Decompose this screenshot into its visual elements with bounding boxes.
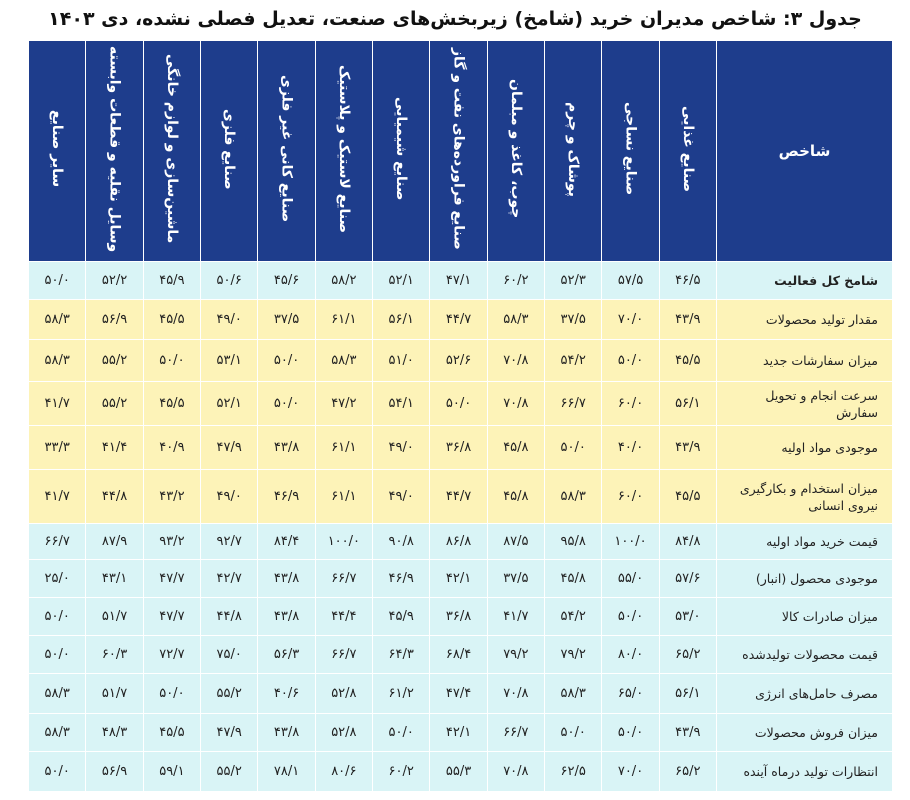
table-cell: ۴۳/۸ bbox=[258, 426, 315, 470]
table-cell: ۳۷/۵ bbox=[258, 300, 315, 340]
table-cell: ۴۳/۸ bbox=[258, 560, 315, 598]
table-cell: ۳۳/۳ bbox=[29, 426, 86, 470]
table-cell: ۶۲/۵ bbox=[545, 752, 602, 792]
table-cell: ۶۴/۳ bbox=[373, 636, 430, 674]
table-row bbox=[29, 714, 893, 752]
table-cell: ۵۵/۳ bbox=[430, 752, 487, 792]
pmi-table bbox=[28, 40, 893, 792]
table-cell: ۹۵/۸ bbox=[545, 524, 602, 560]
table-cell: ۷۹/۲ bbox=[487, 636, 544, 674]
table-cell: ۴۰/۶ bbox=[258, 674, 315, 714]
table-cell: ۴۶/۹ bbox=[258, 470, 315, 524]
table-cell: ۸۴/۴ bbox=[258, 524, 315, 560]
table-cell: ۵۸/۳ bbox=[487, 300, 544, 340]
table-cell: ۴۷/۷ bbox=[143, 598, 200, 636]
table-cell: ۵۰/۰ bbox=[258, 382, 315, 426]
table-cell: ۶۱/۱ bbox=[315, 426, 372, 470]
table-cell: ۴۵/۶ bbox=[258, 262, 315, 300]
table-row bbox=[29, 636, 893, 674]
column-header bbox=[487, 41, 544, 262]
table-cell: ۵۵/۲ bbox=[201, 674, 258, 714]
table-cell: ۴۰/۹ bbox=[143, 426, 200, 470]
table-cell: ۵۴/۲ bbox=[545, 340, 602, 382]
column-header-label: صنایع نساجی bbox=[622, 102, 639, 196]
table-cell: ۴۳/۲ bbox=[143, 470, 200, 524]
column-header bbox=[545, 41, 602, 262]
table-cell: ۲۵/۰ bbox=[29, 560, 86, 598]
table-cell: ۸۰/۶ bbox=[315, 752, 372, 792]
table-cell: ۴۹/۰ bbox=[201, 300, 258, 340]
table-cell: ۵۴/۲ bbox=[545, 598, 602, 636]
table-cell: ۱۰۰/۰ bbox=[315, 524, 372, 560]
table-cell: ۵۲/۸ bbox=[315, 674, 372, 714]
table-cell: ۶۰/۲ bbox=[487, 262, 544, 300]
table-cell: ۵۵/۰ bbox=[602, 560, 659, 598]
table-cell: ۵۱/۷ bbox=[86, 598, 143, 636]
row-label: موجودی محصول (انبار) bbox=[717, 560, 893, 598]
column-header bbox=[602, 41, 659, 262]
row-label: قیمت خرید مواد اولیه bbox=[717, 524, 893, 560]
table-cell: ۵۸/۳ bbox=[29, 340, 86, 382]
table-cell: ۶۱/۱ bbox=[315, 470, 372, 524]
table-cell: ۵۵/۲ bbox=[86, 340, 143, 382]
table-cell: ۵۷/۶ bbox=[659, 560, 716, 598]
table-cell: ۸۷/۹ bbox=[86, 524, 143, 560]
column-header bbox=[373, 41, 430, 262]
table-cell: ۴۵/۵ bbox=[659, 470, 716, 524]
column-header-label: صنایع شیمیایی bbox=[393, 97, 410, 201]
table-cell: ۳۷/۵ bbox=[545, 300, 602, 340]
row-label: سرعت انجام و تحویل سفارش bbox=[717, 382, 893, 426]
table-row bbox=[29, 470, 893, 524]
table-cell: ۶۰/۳ bbox=[86, 636, 143, 674]
table-cell: ۸۰/۰ bbox=[602, 636, 659, 674]
row-label: میزان صادرات کالا bbox=[717, 598, 893, 636]
table-cell: ۶۵/۲ bbox=[659, 636, 716, 674]
row-label: انتظارات تولید درماه آینده bbox=[717, 752, 893, 792]
column-header-label: سایر صنایع bbox=[49, 110, 66, 188]
table-cell: ۵۲/۸ bbox=[315, 714, 372, 752]
table-cell: ۴۹/۰ bbox=[373, 426, 430, 470]
table-row bbox=[29, 426, 893, 470]
table-row bbox=[29, 262, 893, 300]
column-header bbox=[430, 41, 487, 262]
table-cell: ۴۸/۳ bbox=[86, 714, 143, 752]
table-cell: ۴۹/۰ bbox=[201, 470, 258, 524]
table-cell: ۵۰/۰ bbox=[143, 340, 200, 382]
column-header-label: پوشاک و چرم bbox=[565, 101, 582, 197]
table-cell: ۵۷/۵ bbox=[602, 262, 659, 300]
table-cell: ۵۶/۱ bbox=[659, 674, 716, 714]
column-header bbox=[258, 41, 315, 262]
table-cell: ۴۳/۸ bbox=[258, 598, 315, 636]
column-header bbox=[29, 41, 86, 262]
column-header bbox=[201, 41, 258, 262]
table-cell: ۵۰/۰ bbox=[373, 714, 430, 752]
table-cell: ۶۱/۱ bbox=[315, 300, 372, 340]
table-cell: ۷۵/۰ bbox=[201, 636, 258, 674]
table-cell: ۴۶/۵ bbox=[659, 262, 716, 300]
table-cell: ۷۸/۱ bbox=[258, 752, 315, 792]
table-cell: ۵۴/۱ bbox=[373, 382, 430, 426]
table-cell: ۹۳/۲ bbox=[143, 524, 200, 560]
table-cell: ۴۹/۰ bbox=[373, 470, 430, 524]
table-cell: ۷۰/۸ bbox=[487, 340, 544, 382]
table-cell: ۴۶/۹ bbox=[373, 560, 430, 598]
table-cell: ۴۷/۲ bbox=[315, 382, 372, 426]
row-label: مصرف حامل‌های انرژی bbox=[717, 674, 893, 714]
table-cell: ۴۴/۷ bbox=[430, 470, 487, 524]
table-cell: ۵۲/۲ bbox=[86, 262, 143, 300]
table-cell: ۴۷/۷ bbox=[143, 560, 200, 598]
table-cell: ۷۰/۸ bbox=[487, 674, 544, 714]
table-cell: ۵۱/۰ bbox=[373, 340, 430, 382]
table-cell: ۳۷/۵ bbox=[487, 560, 544, 598]
table-cell: ۱۰۰/۰ bbox=[602, 524, 659, 560]
table-cell: ۶۶/۷ bbox=[29, 524, 86, 560]
table-cell: ۶۵/۰ bbox=[602, 674, 659, 714]
table-cell: ۷۹/۲ bbox=[545, 636, 602, 674]
table-cell: ۵۰/۰ bbox=[545, 714, 602, 752]
table-cell: ۶۰/۰ bbox=[602, 382, 659, 426]
table-cell: ۹۰/۸ bbox=[373, 524, 430, 560]
table-cell: ۵۵/۲ bbox=[86, 382, 143, 426]
table-row bbox=[29, 340, 893, 382]
table-cell: ۵۳/۱ bbox=[201, 340, 258, 382]
table-cell: ۵۶/۹ bbox=[86, 300, 143, 340]
table-cell: ۴۳/۹ bbox=[659, 714, 716, 752]
table-cell: ۴۷/۹ bbox=[201, 426, 258, 470]
table-cell: ۷۰/۸ bbox=[487, 752, 544, 792]
table-cell: ۶۰/۰ bbox=[602, 470, 659, 524]
table-cell: ۶۶/۷ bbox=[487, 714, 544, 752]
table-cell: ۴۷/۴ bbox=[430, 674, 487, 714]
table-cell: ۴۵/۸ bbox=[487, 426, 544, 470]
table-cell: ۷۰/۰ bbox=[602, 300, 659, 340]
column-header bbox=[315, 41, 372, 262]
table-cell: ۵۸/۳ bbox=[29, 714, 86, 752]
table-cell: ۴۵/۵ bbox=[143, 382, 200, 426]
table-cell: ۴۱/۷ bbox=[29, 382, 86, 426]
table-cell: ۴۱/۴ bbox=[86, 426, 143, 470]
table-cell: ۷۰/۰ bbox=[602, 752, 659, 792]
table-row bbox=[29, 674, 893, 714]
table-cell: ۴۴/۸ bbox=[201, 598, 258, 636]
table-cell: ۴۴/۸ bbox=[86, 470, 143, 524]
column-header bbox=[86, 41, 143, 262]
column-header-label: صنایع غذایی bbox=[679, 105, 696, 193]
table-cell: ۴۳/۸ bbox=[258, 714, 315, 752]
table-cell: ۳۶/۸ bbox=[430, 598, 487, 636]
table-cell: ۵۶/۹ bbox=[86, 752, 143, 792]
column-header-label: صنایع فلزی bbox=[221, 108, 238, 190]
column-header-label: صنایع فراورده‌های نفت و گاز bbox=[450, 48, 467, 250]
table-cell: ۵۹/۱ bbox=[143, 752, 200, 792]
table-cell: ۵۰/۰ bbox=[29, 752, 86, 792]
table-cell: ۸۴/۸ bbox=[659, 524, 716, 560]
table-cell: ۴۵/۵ bbox=[143, 300, 200, 340]
table-cell: ۴۲/۱ bbox=[430, 560, 487, 598]
table-cell: ۴۵/۹ bbox=[143, 262, 200, 300]
table-cell: ۶۵/۲ bbox=[659, 752, 716, 792]
table-cell: ۴۷/۹ bbox=[201, 714, 258, 752]
column-header-label: ماشین‌سازی و لوازم خانگی bbox=[163, 54, 180, 244]
table-cell: ۵۰/۰ bbox=[602, 598, 659, 636]
table-cell: ۵۰/۰ bbox=[430, 382, 487, 426]
row-label: قیمت محصولات تولیدشده bbox=[717, 636, 893, 674]
table-row bbox=[29, 300, 893, 340]
table-cell: ۵۰/۰ bbox=[29, 262, 86, 300]
table-cell: ۵۰/۰ bbox=[29, 598, 86, 636]
table-cell: ۶۶/۷ bbox=[315, 560, 372, 598]
table-cell: ۴۴/۷ bbox=[430, 300, 487, 340]
table-row bbox=[29, 382, 893, 426]
table-title: جدول ۳: شاخص مدیران خرید (شامخ) زیربخش‌های صنعت، تعدیل فصلی نشده، دی ۱۴۰۳ bbox=[48, 8, 862, 30]
table-cell: ۴۵/۹ bbox=[373, 598, 430, 636]
table-cell: ۴۵/۵ bbox=[659, 340, 716, 382]
table-cell: ۴۱/۷ bbox=[29, 470, 86, 524]
table-cell: ۸۶/۸ bbox=[430, 524, 487, 560]
table-cell: ۵۲/۶ bbox=[430, 340, 487, 382]
row-label: میزان استخدام و بکارگیری نیروی انسانی bbox=[717, 470, 893, 524]
table-cell: ۷۰/۸ bbox=[487, 382, 544, 426]
table-cell: ۶۶/۷ bbox=[545, 382, 602, 426]
table-cell: ۵۰/۰ bbox=[545, 426, 602, 470]
table-row bbox=[29, 598, 893, 636]
row-label: میزان فروش محصولات bbox=[717, 714, 893, 752]
table-cell: ۴۵/۸ bbox=[545, 560, 602, 598]
table-cell: ۵۰/۰ bbox=[29, 636, 86, 674]
table-cell: ۴۷/۱ bbox=[430, 262, 487, 300]
table-cell: ۵۸/۳ bbox=[29, 300, 86, 340]
table-cell: ۶۶/۷ bbox=[315, 636, 372, 674]
table-cell: ۴۵/۵ bbox=[143, 714, 200, 752]
table-cell: ۵۶/۱ bbox=[373, 300, 430, 340]
table-row bbox=[29, 752, 893, 792]
table-cell: ۳۶/۸ bbox=[430, 426, 487, 470]
row-label: مقدار تولید محصولات bbox=[717, 300, 893, 340]
table-cell: ۵۳/۰ bbox=[659, 598, 716, 636]
table-cell: ۴۱/۷ bbox=[487, 598, 544, 636]
table-cell: ۵۸/۳ bbox=[29, 674, 86, 714]
table-cell: ۸۷/۵ bbox=[487, 524, 544, 560]
table-cell: ۴۵/۸ bbox=[487, 470, 544, 524]
table-cell: ۵۸/۳ bbox=[545, 470, 602, 524]
table-cell: ۵۵/۲ bbox=[201, 752, 258, 792]
table-row bbox=[29, 524, 893, 560]
table-cell: ۵۱/۷ bbox=[86, 674, 143, 714]
table-cell: ۴۳/۹ bbox=[659, 300, 716, 340]
table-cell: ۷۲/۷ bbox=[143, 636, 200, 674]
table-cell: ۵۶/۱ bbox=[659, 382, 716, 426]
table-cell: ۹۲/۷ bbox=[201, 524, 258, 560]
column-header-label: صنایع لاستیک و پلاستیک bbox=[335, 64, 352, 234]
table-cell: ۵۸/۳ bbox=[545, 674, 602, 714]
column-header bbox=[143, 41, 200, 262]
table-cell: ۴۲/۱ bbox=[430, 714, 487, 752]
header-row bbox=[29, 41, 893, 262]
row-label: موجودی مواد اولیه bbox=[717, 426, 893, 470]
table-cell: ۵۲/۳ bbox=[545, 262, 602, 300]
table-cell: ۵۰/۰ bbox=[602, 340, 659, 382]
column-header-label: وسایل نقلیه و قطعات وابسته bbox=[106, 45, 123, 253]
table-cell: ۴۲/۷ bbox=[201, 560, 258, 598]
table-cell: ۴۰/۰ bbox=[602, 426, 659, 470]
table-cell: ۵۲/۱ bbox=[201, 382, 258, 426]
table-cell: ۵۶/۳ bbox=[258, 636, 315, 674]
table-cell: ۵۰/۶ bbox=[201, 262, 258, 300]
table-cell: ۴۴/۴ bbox=[315, 598, 372, 636]
table-cell: ۶۸/۴ bbox=[430, 636, 487, 674]
table-cell: ۶۱/۲ bbox=[373, 674, 430, 714]
column-header-label: صنایع کانی غیر فلزی bbox=[278, 75, 295, 223]
column-header bbox=[659, 41, 716, 262]
column-header-label: چوب، کاغذ و مبلمان bbox=[507, 79, 524, 219]
table-cell: ۵۰/۰ bbox=[258, 340, 315, 382]
column-header-indicator: شاخص bbox=[717, 41, 893, 262]
table-cell: ۴۳/۱ bbox=[86, 560, 143, 598]
table-row bbox=[29, 560, 893, 598]
table-cell: ۶۰/۲ bbox=[373, 752, 430, 792]
table-cell: ۴۳/۹ bbox=[659, 426, 716, 470]
table-cell: ۵۸/۳ bbox=[315, 340, 372, 382]
table-cell: ۵۰/۰ bbox=[143, 674, 200, 714]
table-cell: ۵۰/۰ bbox=[602, 714, 659, 752]
row-label: میزان سفارشات جدید bbox=[717, 340, 893, 382]
table-cell: ۵۲/۱ bbox=[373, 262, 430, 300]
table-cell: ۵۸/۲ bbox=[315, 262, 372, 300]
row-label: شامخ کل فعالیت bbox=[717, 262, 893, 300]
